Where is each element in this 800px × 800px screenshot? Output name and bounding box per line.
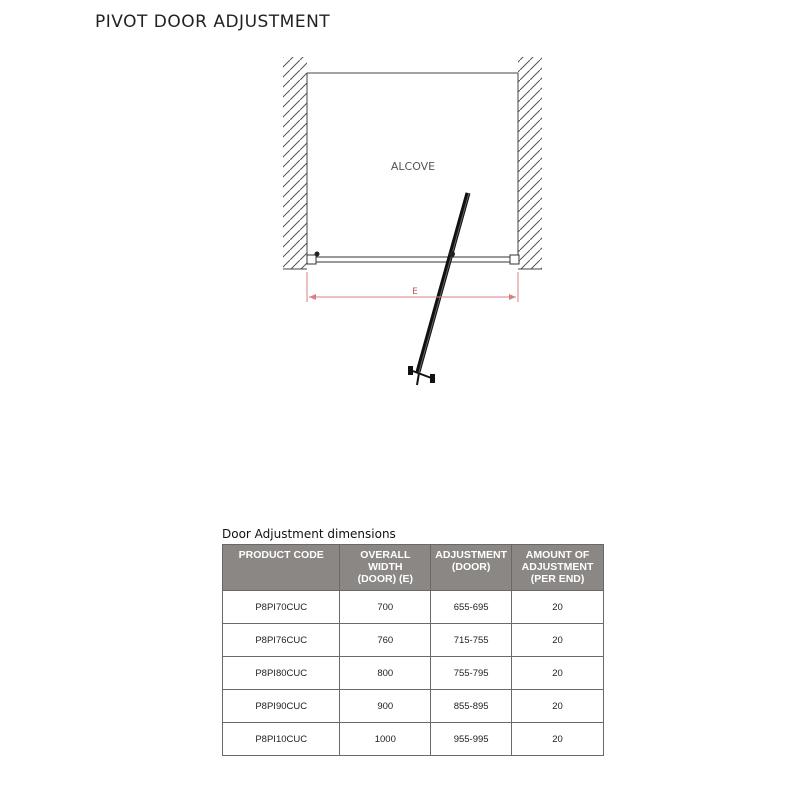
adjustment-table (222, 544, 604, 756)
cell-overall-width: 800 (340, 657, 431, 690)
dimension-label: E (412, 287, 418, 297)
cell-overall-width: 900 (340, 690, 431, 723)
cell-overall-width: 760 (340, 624, 431, 657)
left-wall (283, 57, 307, 269)
header-product-code: PRODUCT CODE (223, 545, 340, 591)
table-row (223, 657, 604, 690)
header-amount-of-adjustment: AMOUNT OF ADJUSTMENT (PER END) (512, 545, 604, 591)
door-handle-icon (408, 366, 435, 385)
cell-adjustment: 715-755 (431, 624, 512, 657)
table-header-row (223, 545, 604, 591)
cell-product-code: P8PI76CUC (223, 624, 340, 657)
table-row (223, 690, 604, 723)
cell-amount: 20 (512, 723, 604, 756)
table-caption: Door Adjustment dimensions (222, 527, 396, 541)
table-row (223, 591, 604, 624)
cell-product-code: P8PI10CUC (223, 723, 340, 756)
cell-amount: 20 (512, 591, 604, 624)
cell-overall-width: 700 (340, 591, 431, 624)
header-overall-width: OVERALL WIDTH (DOOR) (E) (340, 545, 431, 591)
cell-product-code: P8PI70CUC (223, 591, 340, 624)
right-wall (518, 57, 542, 269)
cell-adjustment: 755-795 (431, 657, 512, 690)
table-row (223, 624, 604, 657)
dimension-e (307, 272, 518, 302)
cell-product-code: P8PI80CUC (223, 657, 340, 690)
table-row (223, 723, 604, 756)
pivot-door (418, 193, 469, 372)
cell-amount: 20 (512, 657, 604, 690)
header-adjustment: ADJUSTMENT (DOOR) (431, 545, 512, 591)
alcove-label: ALCOVE (390, 160, 436, 173)
threshold-bar (307, 252, 519, 265)
cell-amount: 20 (512, 624, 604, 657)
page-title: PIVOT DOOR ADJUSTMENT (95, 12, 331, 32)
cell-amount: 20 (512, 690, 604, 723)
cell-overall-width: 1000 (340, 723, 431, 756)
cell-adjustment: 655-695 (431, 591, 512, 624)
cell-adjustment: 855-895 (431, 690, 512, 723)
cell-adjustment: 955-995 (431, 723, 512, 756)
cell-product-code: P8PI90CUC (223, 690, 340, 723)
